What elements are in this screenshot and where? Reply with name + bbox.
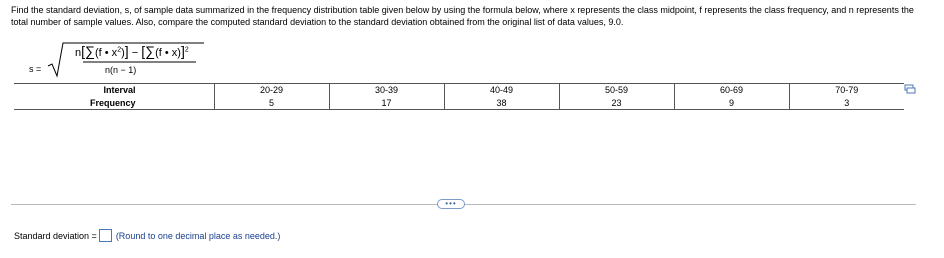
interval-row: [14, 84, 904, 97]
rounding-hint: (Round to one decimal place as needed.): [115, 230, 281, 241]
frequency-table: [14, 83, 904, 110]
copy-table-icon[interactable]: [904, 84, 916, 94]
expand-more-button[interactable]: [437, 199, 465, 209]
ellipsis-icon: •••: [445, 199, 457, 208]
frequency-cell: 5: [214, 97, 329, 110]
frequency-cell: 9: [674, 97, 789, 110]
interval-cell: 20-29: [214, 84, 329, 97]
formula-term1-close: ): [121, 47, 125, 59]
formula-numerator: n[∑(f • $x^2)] - [\sum(f$ • x)]$^2$: [75, 43, 189, 59]
sum-symbol: ∑: [145, 43, 156, 59]
answer-row: [14, 229, 280, 242]
interval-cell: 40-49: [444, 84, 559, 97]
formula-term1: (f • x: [95, 47, 118, 59]
sum-symbol: ∑: [85, 43, 95, 59]
frequency-cell: 17: [329, 97, 444, 110]
interval-cell: 60-69: [674, 84, 789, 97]
formula-lhs: s =: [29, 64, 42, 74]
question-prompt: Find the standard deviation, s, of sample data summarized in the frequency distribution table given below by using the formula below, where x represents the class midpoint, f represents the class frequency, and n represents the total number of sample values. Also, compare the computed standard deviation to the standard deviation obtained from the original list of data values, 9.0.: [11, 5, 914, 27]
answer-label: Standard deviation =: [14, 230, 97, 241]
frequency-header: Frequency: [14, 97, 214, 110]
interval-cell: 30-39: [329, 84, 444, 97]
interval-header: Interval: [14, 84, 214, 97]
frequency-row: [14, 97, 904, 110]
formula-outer-exp: 2: [184, 46, 189, 54]
answer-input[interactable]: [99, 229, 112, 242]
interval-cell: 50-59: [559, 84, 674, 97]
frequency-cell: 38: [444, 97, 559, 110]
frequency-cell: 3: [789, 97, 904, 110]
frequency-cell: 23: [559, 97, 674, 110]
std-dev-formula: [18, 42, 198, 82]
formula-term2: (f • x): [155, 47, 181, 59]
formula-n: n: [75, 47, 82, 59]
formula-minus: −: [131, 47, 139, 59]
formula-term1-exp: 2: [117, 46, 122, 54]
interval-cell: 70-79: [789, 84, 904, 97]
formula-denominator: n(n − 1): [105, 65, 137, 75]
